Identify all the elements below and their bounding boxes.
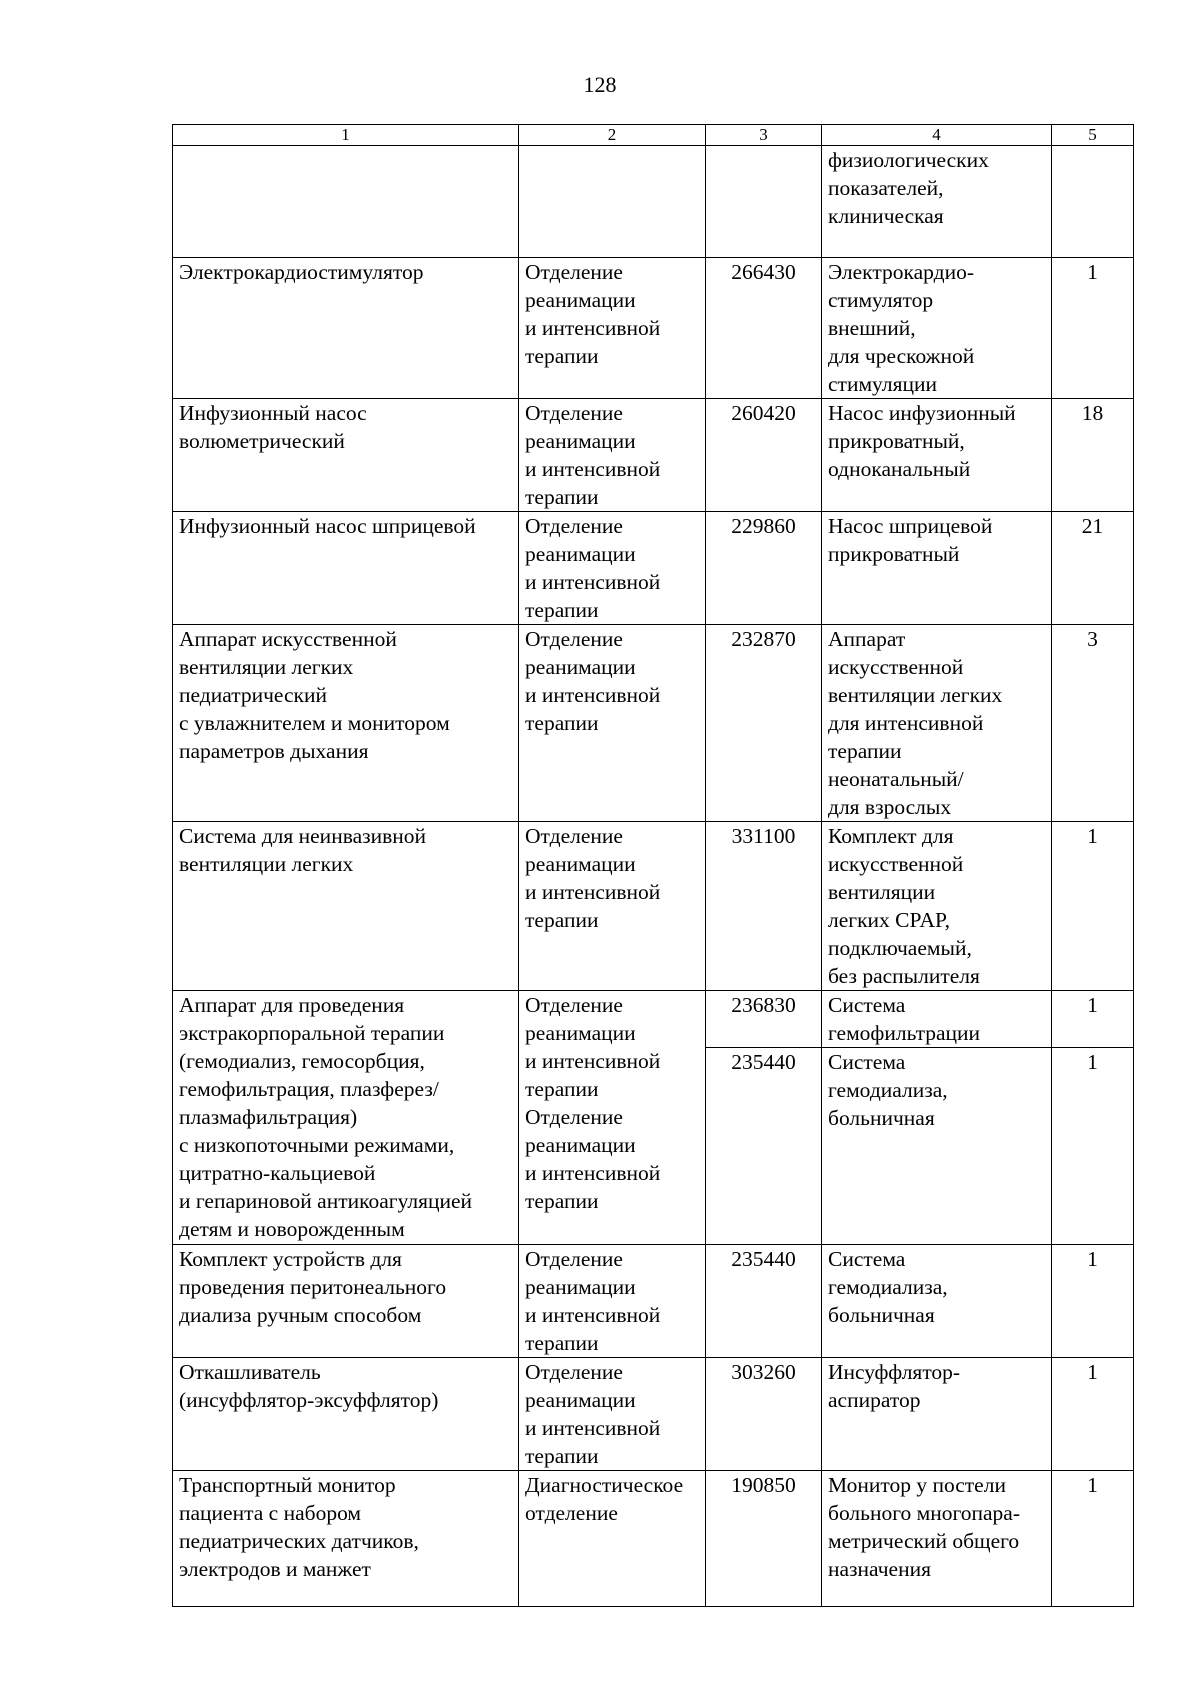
code: 331100 [706, 822, 822, 991]
column-number: 2 [519, 125, 706, 146]
equipment-name: Электрокардиостимулятор [173, 258, 519, 399]
equipment-table [172, 124, 1134, 1607]
description: Насос инфузионный прикроватный, одноканальный [822, 399, 1052, 512]
quantity: 18 [1052, 399, 1134, 512]
code: 229860 [706, 512, 822, 625]
quantity: 1 [1052, 258, 1134, 399]
description: Электрокардио- стимулятор внешний, для чрескожной стимуляции [822, 258, 1052, 399]
equipment-name: Система для неинвазивной вентиляции легких [173, 822, 519, 991]
quantity: 3 [1052, 625, 1134, 822]
equipment-name: Инфузионный насос волюметрический [173, 399, 519, 512]
department: Отделение реанимации и интенсивной терапии [519, 625, 706, 822]
equipment-name [173, 146, 519, 258]
column-number: 1 [173, 125, 519, 146]
page-number: 128 [583, 72, 617, 97]
department: Отделение реанимации и интенсивной терапии [519, 512, 706, 625]
description: Монитор у постели больного многопара- метрический общего назначения [822, 1471, 1052, 1607]
code: 266430 [706, 258, 822, 399]
column-number: 5 [1052, 125, 1134, 146]
table-row [173, 258, 1134, 399]
equipment-name: Аппарат для проведения экстракорпоральной терапии (гемодиализ, гемосорбция, гемофильтрация, плазферез/ плазмафильтрация) с низкопоточными режимами, цитратно-кальциевой и гепариновой антикоагуляцией детям и новорожденным [173, 991, 519, 1245]
department: Отделение реанимации и интенсивной терапии [519, 822, 706, 991]
department: Отделение реанимации и интенсивной терапии [519, 1358, 706, 1471]
column-number: 3 [706, 125, 822, 146]
equipment-name: Транспортный монитор пациента с набором педиатрических датчиков, электродов и манжет [173, 1471, 519, 1607]
quantity: 1 [1052, 1358, 1134, 1471]
description: Система гемофильтрации [822, 991, 1052, 1048]
department: Отделение реанимации и интенсивной терапии [519, 1245, 706, 1358]
table-row [173, 512, 1134, 625]
quantity: 1 [1052, 1245, 1134, 1358]
table-row [173, 991, 1134, 1048]
code: 190850 [706, 1471, 822, 1607]
description: Аппарат искусственной вентиляции легких для интенсивной терапии неонатальный/ для взрослых [822, 625, 1052, 822]
table-row [173, 399, 1134, 512]
table-row [173, 1245, 1134, 1358]
table-header-row [173, 125, 1134, 146]
code: 235440 [706, 1245, 822, 1358]
code: 303260 [706, 1358, 822, 1471]
department: Отделение реанимации и интенсивной терапии [519, 399, 706, 512]
quantity [1052, 146, 1134, 258]
quantity: 1 [1052, 822, 1134, 991]
code: 232870 [706, 625, 822, 822]
department: Отделение реанимации и интенсивной терапии [519, 258, 706, 399]
description: Система гемодиализа, больничная [822, 1048, 1052, 1245]
quantity: 21 [1052, 512, 1134, 625]
table-row [173, 822, 1134, 991]
description: физиологических показателей, клиническая [822, 146, 1052, 258]
department: Отделение реанимации и интенсивной терапии Отделение реанимации и интенсивной терапии [519, 991, 706, 1245]
code: 235440 [706, 1048, 822, 1245]
department: Диагностическое отделение [519, 1471, 706, 1607]
table-row [173, 146, 1134, 258]
table-row [173, 1471, 1134, 1607]
equipment-name: Инфузионный насос шприцевой [173, 512, 519, 625]
department [519, 146, 706, 258]
column-number: 4 [822, 125, 1052, 146]
equipment-name: Откашливатель (инсуффлятор-эксуффлятор) [173, 1358, 519, 1471]
table-row [173, 625, 1134, 822]
description: Инсуффлятор- аспиратор [822, 1358, 1052, 1471]
code [706, 146, 822, 258]
table-row [173, 1358, 1134, 1471]
description: Система гемодиализа, больничная [822, 1245, 1052, 1358]
equipment-name: Комплект устройств для проведения перитонеального диализа ручным способом [173, 1245, 519, 1358]
equipment-name: Аппарат искусственной вентиляции легких педиатрический с увлажнителем и монитором параметров дыхания [173, 625, 519, 822]
code: 260420 [706, 399, 822, 512]
description: Насос шприцевой прикроватный [822, 512, 1052, 625]
description: Комплект для искусственной вентиляции легких CPAP, подключаемый, без распылителя [822, 822, 1052, 991]
quantity: 1 [1052, 991, 1134, 1048]
quantity: 1 [1052, 1048, 1134, 1245]
quantity: 1 [1052, 1471, 1134, 1607]
code: 236830 [706, 991, 822, 1048]
